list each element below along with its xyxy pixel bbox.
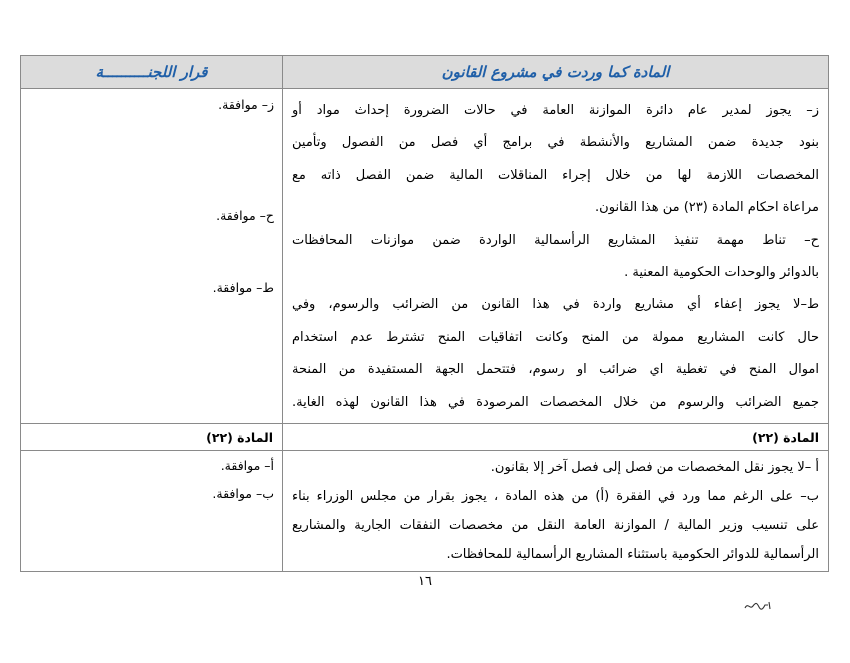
article-line: أ –لا يجوز نقل المخصصات من فصل إلى فصل آخر إلا بقانون. xyxy=(490,460,819,476)
article-line: ز– يجوز لمدير عام دائرة الموازنة العامة في حالات الضرورة إحداث مواد أو xyxy=(292,103,819,118)
article-line: بالدوائر والوحدات الحكومية المعنية . xyxy=(624,265,819,281)
article-line: اموال المنح في تغطية اي ضرائب او رسوم، فتتحمل الجهة المستفيدة من المنحة xyxy=(292,362,819,378)
decision-item: ب– موافقة. xyxy=(212,486,274,502)
section1-article-cell xyxy=(283,89,829,424)
article-line: ح– تناط مهمة تنفيذ المشاريع الرأسمالية الواردة ضمن موازنات المحافظات xyxy=(292,232,819,248)
decision-item: ط– موافقة. xyxy=(212,280,274,295)
decision-item: أ– موافقة. xyxy=(220,458,274,474)
section2-decision-cell xyxy=(21,451,283,572)
section2-row xyxy=(21,451,829,572)
comparison-table xyxy=(20,55,829,572)
page-number: ١٦ xyxy=(418,574,432,589)
article-line: ب– على الرغم مما ورد في الفقرة (أ) من هذه المادة ، يجوز بقرار من مجلس الوزراء بناء xyxy=(292,489,819,505)
article-line: مراعاة احكام المادة (٢٣) من هذا القانون. xyxy=(595,200,819,216)
header-article: المادة كما وردت في مشروع القانون xyxy=(283,56,829,89)
decision-item: ح– موافقة. xyxy=(216,208,274,223)
signature xyxy=(744,600,772,612)
article-line: ط–لا يجوز إعفاء أي مشاريع واردة في هذا القانون من الضرائب والرسوم، وفي xyxy=(292,297,819,313)
section1-row xyxy=(21,89,829,424)
section2-article-title: المادة (٢٢) xyxy=(283,424,829,451)
section1-decision-cell xyxy=(21,89,283,424)
article-line: بنود جديدة ضمن المشاريع والأنشطة في برامج أي فصل من الفصول وتأمين xyxy=(292,135,819,151)
section2-article-cell xyxy=(283,451,829,572)
section2-decision-title: المادة (٢٢) xyxy=(21,424,283,451)
section2-title-row xyxy=(21,424,829,451)
header-decision: قرار اللجنــــــــــة xyxy=(21,56,283,89)
article-line: المخصصات اللازمة لها من خلال إجراء المناقلات المالية ضمن الفصل ذاته مع xyxy=(292,167,819,183)
article-line: حال كانت المشاريع ممولة من المنح وكانت اتفاقيات المنح تشترط عدم استخدام xyxy=(292,329,819,345)
article-line: جميع الضرائب والرسوم من خلال المخصصات المرصودة في هذا القانون لهذه الغاية. xyxy=(292,394,819,410)
table-header-row xyxy=(21,56,829,89)
article-line: الرأسمالية للدوائر الحكومية باستثناء المشاريع الرأسمالية للمحافظات. xyxy=(446,547,819,563)
article-line: على تنسيب وزير المالية / الموازنة العامة النقل من مخصصات النفقات الجارية والمشاريع xyxy=(292,518,819,534)
decision-item: ز– موافقة. xyxy=(218,97,274,112)
